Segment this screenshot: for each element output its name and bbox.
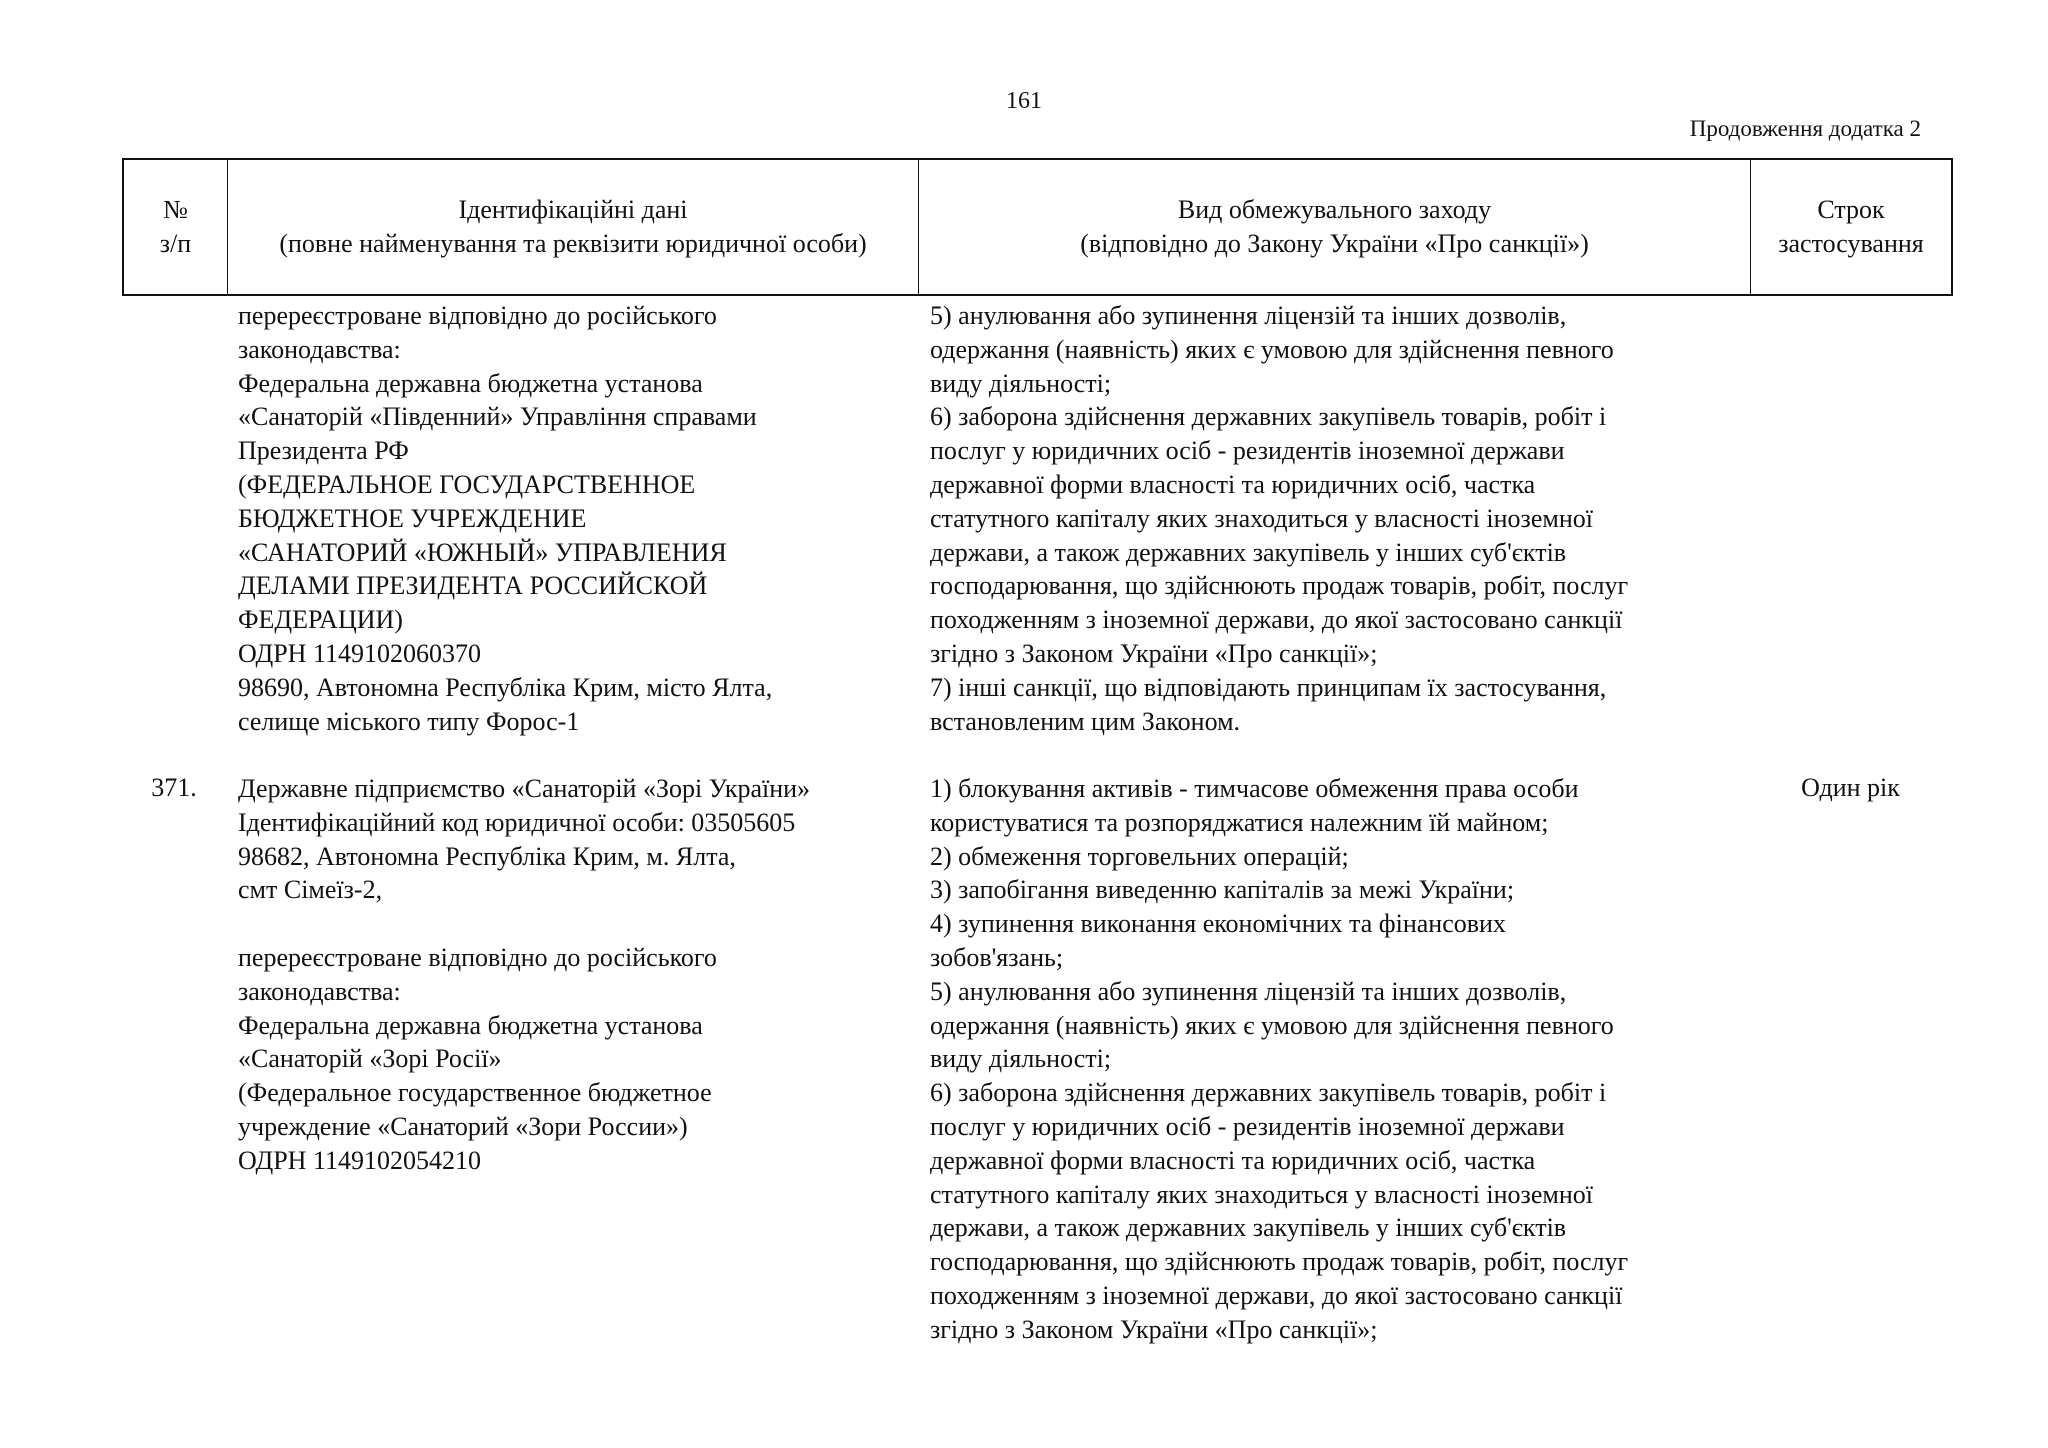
identification-line: ОДРН 1149102054210: [238, 1145, 481, 1175]
entry-371-term: Один рік: [1801, 773, 1900, 802]
measure-line: статутного капіталу яких знаходиться у власності іноземної: [930, 1179, 1593, 1209]
identification-line: Федеральна державна бюджетна установа: [238, 1010, 703, 1040]
identification-line: «Санаторій «Південний» Управління справами: [238, 402, 757, 432]
measure-line: 6) заборона здійснення державних закупівель товарів, робіт і: [930, 402, 1607, 432]
measure-line: 5) анулювання або зупинення ліцензій та інших дозволів,: [930, 301, 1567, 330]
header-term-column: [1751, 160, 1951, 294]
identification-line: ОДРН 1149102060370: [238, 638, 481, 668]
table-header: [122, 158, 1953, 296]
header-term-line1: Строк: [1817, 195, 1885, 224]
measure-line: згідно з Законом України «Про санкції»;: [930, 1314, 1378, 1344]
identification-line: [238, 907, 918, 941]
measure-line: одержання (наявність) яких є умовою для здійснення певного: [930, 1010, 1614, 1040]
entry-371-measures: [930, 772, 1750, 1347]
header-identification-column: [228, 160, 919, 294]
header-identification-line1: Ідентифікаційні дані: [458, 195, 688, 224]
measure-line: державної форми власності та юридичних осіб, частка: [930, 469, 1536, 499]
measure-line: 1) блокування активів - тимчасове обмеження права особи: [930, 774, 1579, 803]
measure-line: зобов'язань;: [930, 942, 1064, 972]
measure-line: 4) зупинення виконання економічних та фінансових: [930, 909, 1506, 939]
measure-line: згідно з Законом України «Про санкції»;: [930, 638, 1378, 668]
identification-line: ДЕЛАМИ ПРЕЗИДЕНТА РОССИЙСКОЙ: [238, 571, 708, 601]
measure-line: походженням з іноземної держави, до якої застосовано санкції: [930, 1280, 1623, 1310]
identification-line: «Санаторій «Зорі Росії»: [238, 1044, 502, 1074]
identification-line: (ФЕДЕРАЛЬНОЕ ГОСУДАРСТВЕННОЕ: [238, 469, 696, 499]
measure-line: одержання (наявність) яких є умовою для здійснення певного: [930, 334, 1614, 364]
measure-line: виду діяльності;: [930, 368, 1112, 398]
measure-line: 6) заборона здійснення державних закупівель товарів, робіт і: [930, 1078, 1607, 1108]
identification-line: Федеральна державна бюджетна установа: [238, 368, 703, 398]
measure-line: державної форми власності та юридичних осіб, частка: [930, 1145, 1536, 1175]
identification-line: «САНАТОРИЙ «ЮЖНЫЙ» УПРАВЛЕНИЯ: [238, 537, 727, 567]
identification-line: законодавства:: [238, 334, 401, 364]
identification-line: БЮДЖЕТНОЕ УЧРЕЖДЕНИЕ: [238, 503, 587, 533]
identification-line: ФЕДЕРАЦИИ): [238, 605, 403, 635]
measure-line: 2) обмеження торговельних операцій;: [930, 841, 1349, 871]
entry-371-identification: [238, 772, 918, 1178]
header-measure-line1: Вид обмежувального заходу: [1177, 195, 1492, 224]
identification-line: Ідентифікаційний код юридичної особи: 03505605: [238, 807, 796, 837]
page-number: 161: [1006, 88, 1042, 114]
measure-line: виду діяльності;: [930, 1044, 1112, 1074]
identification-line: (Федеральное государственное бюджетное: [238, 1078, 712, 1108]
continued-entry-identification: [238, 299, 918, 738]
identification-line: 98690, Автономна Республіка Крим, місто Ялта,: [238, 672, 773, 702]
measure-line: користуватися та розпоряджатися належним їй майном;: [930, 807, 1549, 837]
measure-line: послуг у юридичних осіб - резидентів іноземної держави: [930, 436, 1565, 466]
measure-line: господарювання, що здійснюють продаж товарів, робіт, послуг: [930, 571, 1629, 601]
measure-line: встановленим цим Законом.: [930, 706, 1241, 736]
identification-line: учреждение «Санаторий «Зори России»): [238, 1111, 688, 1141]
measure-line: походженням з іноземної держави, до якої застосовано санкції: [930, 605, 1623, 635]
header-number-line1: №: [163, 195, 188, 224]
header-measure-line2: (відповідно до Закону України «Про санкції»): [1080, 229, 1589, 258]
measure-line: 3) запобігання виведенню капіталів за межі України;: [930, 875, 1515, 905]
identification-line: перереєстроване відповідно до російського: [238, 942, 717, 972]
header-number-line2: з/п: [159, 229, 192, 258]
header-measure-column: [919, 160, 1751, 294]
measure-line: 5) анулювання або зупинення ліцензій та інших дозволів,: [930, 976, 1567, 1006]
identification-line: 98682, Автономна Республіка Крим, м. Ялта,: [238, 841, 736, 871]
measure-line: 7) інші санкції, що відповідають принципам їх застосування,: [930, 672, 1607, 702]
identification-line: Президента РФ: [238, 436, 409, 466]
measure-line: статутного капіталу яких знаходиться у власності іноземної: [930, 503, 1593, 533]
continued-entry-measures: [930, 299, 1750, 738]
continuation-label: Продовження додатка 2: [1689, 116, 1921, 141]
identification-line: смт Сімеїз-2,: [238, 875, 383, 905]
identification-line: Державне підприємство «Санаторій «Зорі України»: [238, 774, 811, 803]
identification-line: селище міського типу Форос-1: [238, 706, 580, 736]
identification-line: перереєстроване відповідно до російського: [238, 301, 717, 330]
header-number-column: [124, 160, 228, 294]
measure-line: держави, а також державних закупівель у інших суб'єктів: [930, 537, 1567, 567]
identification-line: законодавства:: [238, 976, 401, 1006]
header-term-line2: застосування: [1778, 229, 1924, 258]
measure-line: послуг у юридичних осіб - резидентів іноземної держави: [930, 1111, 1565, 1141]
header-identification-line2: (повне найменування та реквізити юридичної особи): [279, 229, 867, 258]
measure-line: господарювання, що здійснюють продаж товарів, робіт, послуг: [930, 1247, 1629, 1277]
entry-371-number: 371.: [151, 773, 197, 802]
measure-line: держави, а також державних закупівель у інших суб'єктів: [930, 1213, 1567, 1243]
